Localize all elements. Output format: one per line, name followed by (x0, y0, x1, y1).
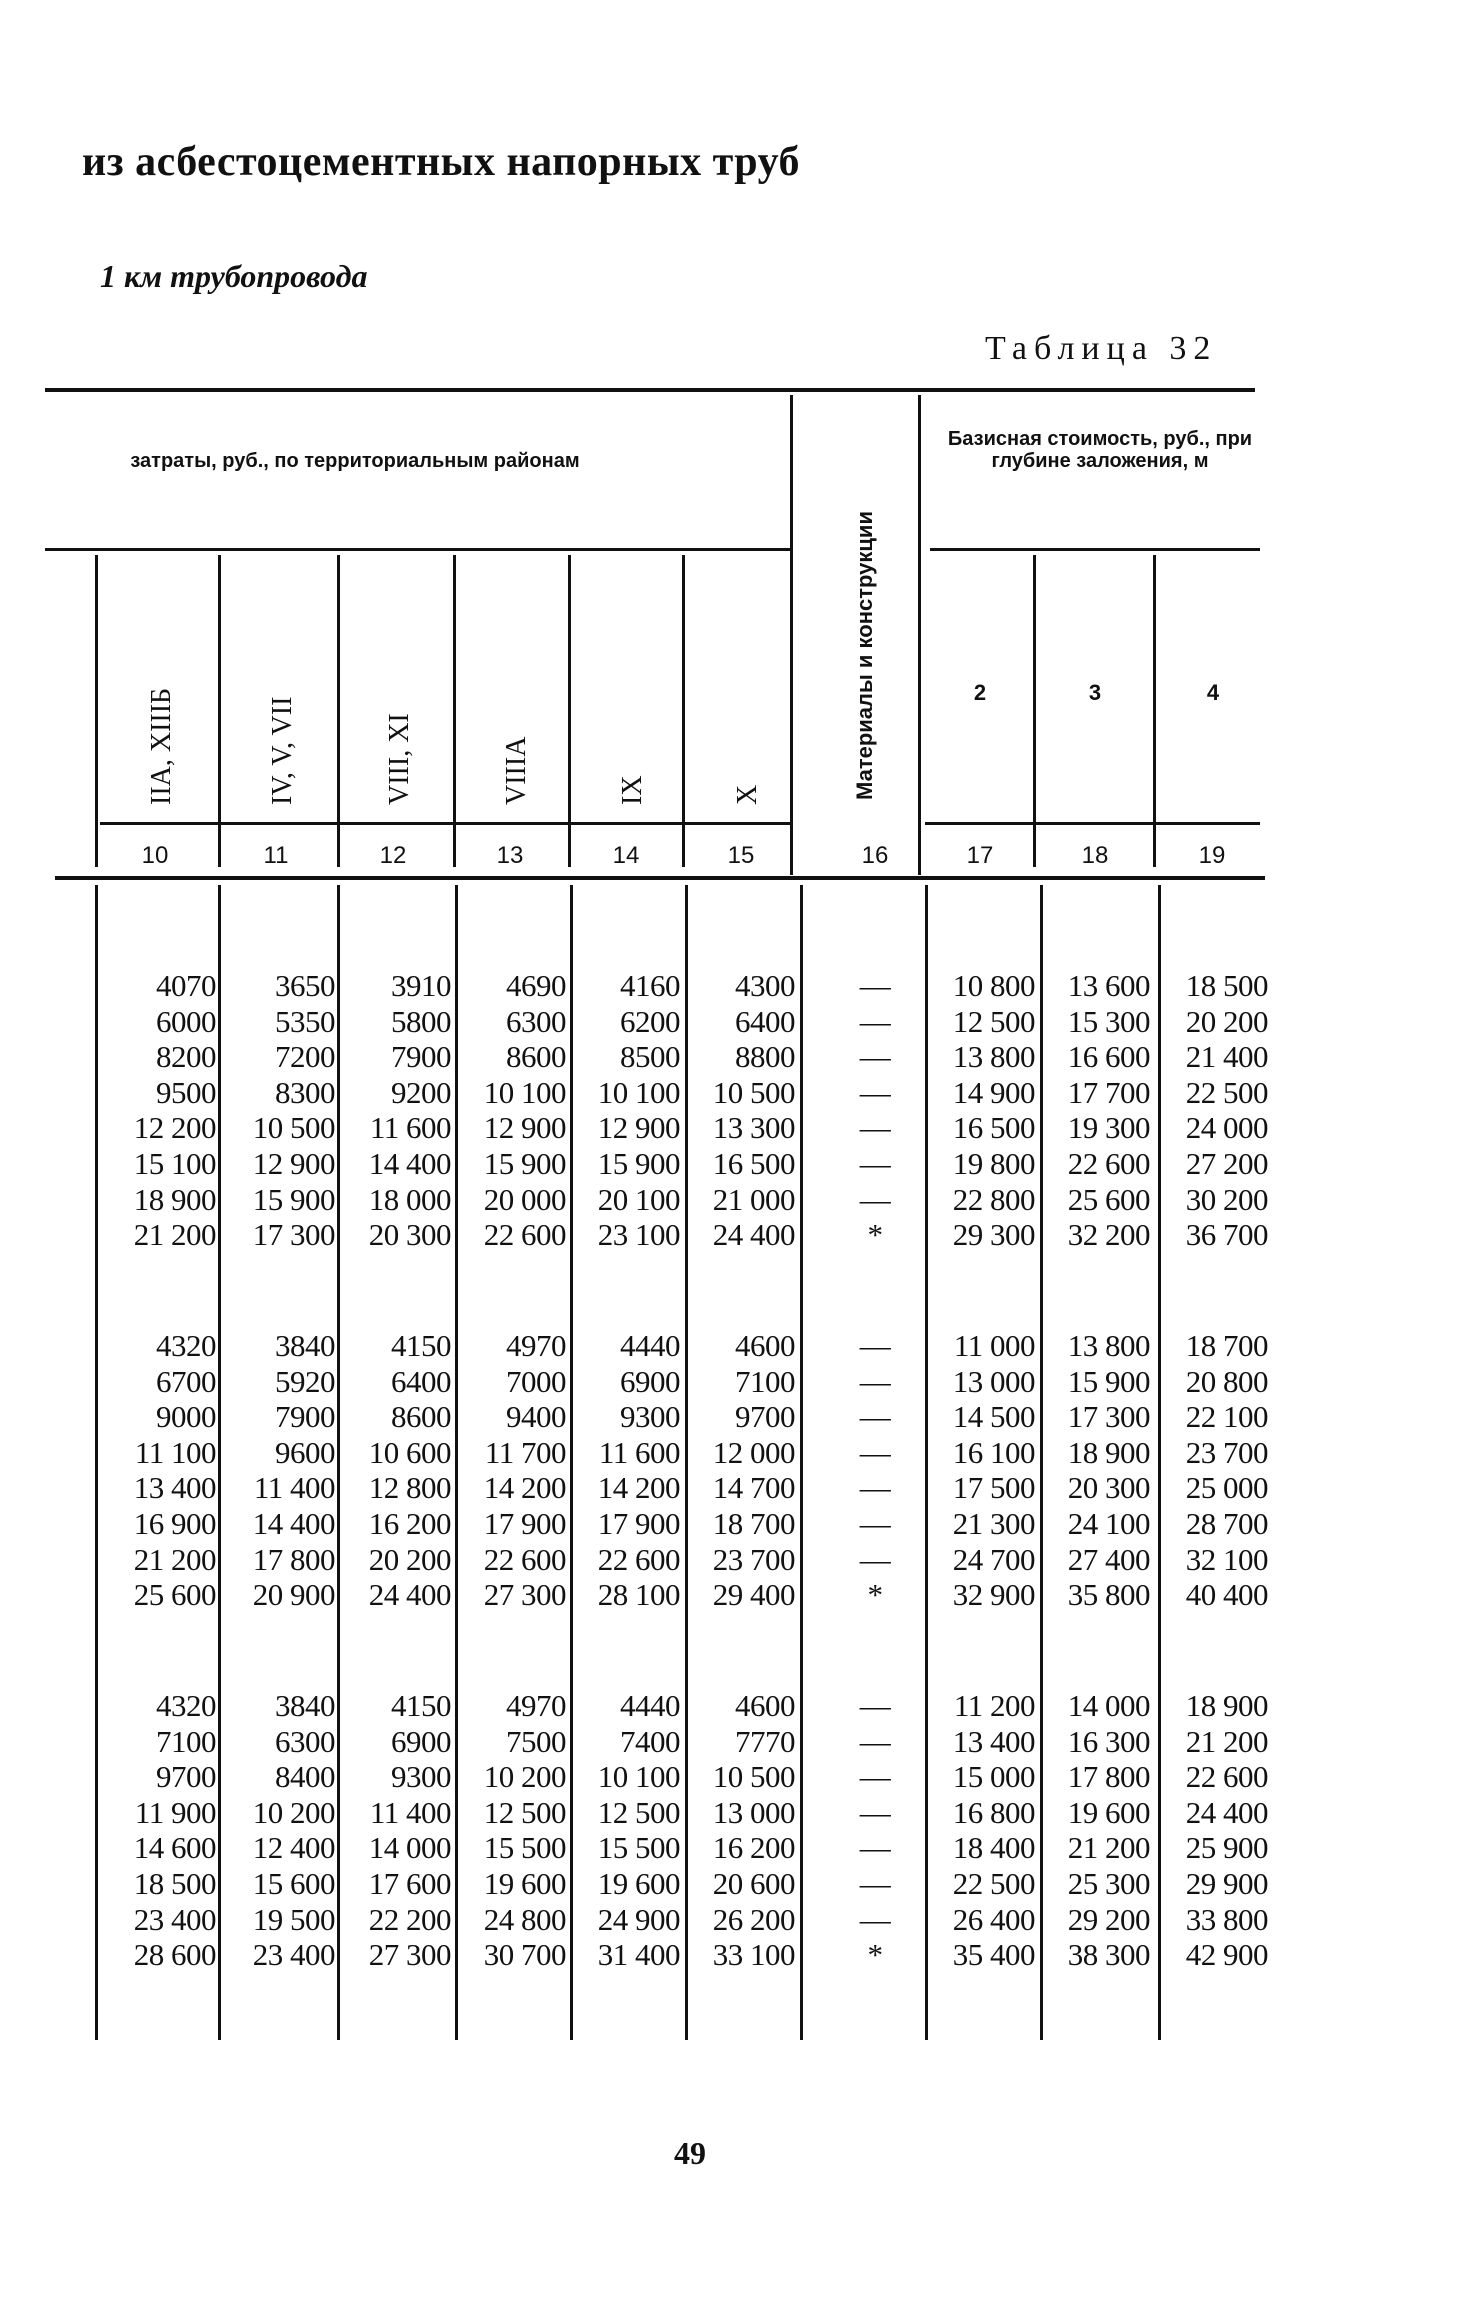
table-cell: 18 400 (952, 1830, 1035, 1866)
table-cell: 13 800 (1067, 1328, 1150, 1363)
table-cell: 25 600 (133, 1577, 216, 1613)
table-cell: 17 300 (252, 1217, 335, 1253)
table-cell: 21 200 (1185, 1723, 1268, 1759)
table-cell: 18 000 (368, 1181, 451, 1217)
region-header: IV, V, VII (267, 696, 298, 805)
table-cell: 13 400 (952, 1723, 1035, 1759)
table-cell: 15 900 (252, 1181, 335, 1217)
table-cell: 10 100 (597, 1759, 680, 1795)
table-cell: 17 700 (1067, 1074, 1150, 1110)
table-cell: 14 900 (952, 1074, 1035, 1110)
table-cell: 4320 (156, 1688, 216, 1723)
group-header-rule-right (930, 548, 1260, 551)
header-divider-4 (568, 555, 571, 867)
table-cell: 16 100 (952, 1434, 1035, 1470)
table-cell: 23 700 (1185, 1434, 1268, 1470)
table-cell: 21 300 (952, 1506, 1035, 1541)
table-cell: 35 400 (952, 1937, 1035, 1973)
table-cell: 15 500 (483, 1830, 566, 1866)
table-cell: 15 600 (252, 1866, 335, 1901)
table-cell: 16 800 (952, 1794, 1035, 1830)
table-cell: 26 200 (712, 1901, 795, 1937)
table-cell: 8400 (275, 1759, 335, 1795)
table-cell: 4160 (620, 968, 680, 1003)
column-number: 18 (1081, 842, 1109, 869)
table-cell: 12 900 (483, 1110, 566, 1146)
table-cell: 15 900 (1067, 1363, 1150, 1399)
column-number: 15 (727, 842, 755, 869)
page-subtitle: 1 км трубопровода (100, 258, 368, 294)
table-cell: 20 200 (368, 1541, 451, 1577)
table-cell: 30 700 (483, 1937, 566, 1973)
table-cell: 4320 (156, 1328, 216, 1363)
table-cell: 32 900 (952, 1577, 1035, 1613)
table-cell: 20 200 (1185, 1003, 1268, 1039)
column-number: 19 (1198, 842, 1226, 869)
table-cell: 15 900 (597, 1146, 680, 1181)
table-cell: 35 800 (1067, 1577, 1150, 1613)
table-cell: 14 000 (1067, 1688, 1150, 1723)
table-cell: 4070 (156, 968, 216, 1003)
table-cell: 12 500 (483, 1794, 566, 1830)
materials-mark: * (867, 1577, 883, 1613)
table-cell: 9400 (506, 1399, 566, 1435)
table-cell: 6000 (156, 1003, 216, 1039)
table-cell: 4150 (391, 1328, 451, 1363)
table-cell: 12 800 (368, 1470, 451, 1506)
table-cell: 33 800 (1185, 1901, 1268, 1937)
table-cell: 13 800 (952, 1039, 1035, 1075)
column-number: 14 (612, 842, 640, 869)
table-cell: 29 900 (1185, 1866, 1268, 1901)
table-cell: 10 200 (483, 1759, 566, 1795)
table-cell: 10 100 (483, 1074, 566, 1110)
table-cell: 8600 (391, 1399, 451, 1435)
table-cell: 9500 (156, 1074, 216, 1110)
materials-mark: — (859, 1434, 891, 1470)
header-divider-depth-1 (1033, 555, 1036, 867)
table-cell: 17 900 (483, 1506, 566, 1541)
table-cell: 12 900 (252, 1146, 335, 1181)
depth-header: 3 (1088, 680, 1102, 705)
table-cell: 14 200 (483, 1470, 566, 1506)
table-cell: 40 400 (1185, 1577, 1268, 1613)
table-cell: 23 400 (133, 1901, 216, 1937)
table-cell: 14 400 (368, 1146, 451, 1181)
materials-mark: * (867, 1217, 883, 1253)
header-divider-depth-2 (1153, 555, 1156, 867)
table-cell: 3650 (275, 968, 335, 1003)
materials-header: Материалы и конструкции (852, 511, 877, 800)
table-cell: 10 600 (368, 1434, 451, 1470)
header-divider-materials-left (790, 395, 793, 875)
table-cell: 16 300 (1067, 1723, 1150, 1759)
table-cell: 12 200 (133, 1110, 216, 1146)
page-title: из асбестоцементных напорных труб (82, 139, 801, 185)
header-bottom-rule (55, 876, 1265, 880)
table-cell: 24 700 (952, 1541, 1035, 1577)
table-cell: 9700 (156, 1759, 216, 1795)
table-cell: 23 400 (252, 1937, 335, 1973)
table-cell: 30 200 (1185, 1181, 1268, 1217)
table-cell: 5920 (275, 1363, 335, 1399)
table-cell: 4600 (735, 1688, 795, 1723)
table-cell: 14 600 (133, 1830, 216, 1866)
table-cell: 11 900 (134, 1794, 216, 1830)
table-cell: 21 000 (712, 1181, 795, 1217)
table-cell: 19 600 (483, 1866, 566, 1901)
table-cell: 22 600 (597, 1541, 680, 1577)
table-cell: 4300 (735, 968, 795, 1003)
base-cost-header: Базисная стоимость, руб., при глубине заложения, м (947, 428, 1253, 472)
table-cell: 11 600 (598, 1434, 680, 1470)
materials-mark: — (859, 1328, 891, 1363)
table-cell: 3910 (391, 968, 451, 1003)
table-cell: 16 200 (368, 1506, 451, 1541)
column-number: 11 (263, 842, 289, 869)
table-cell: 15 900 (483, 1146, 566, 1181)
header-divider-1 (218, 555, 221, 867)
table-cell: 15 300 (1067, 1003, 1150, 1039)
table-cell: 8600 (506, 1039, 566, 1075)
table-cell: 25 000 (1185, 1470, 1268, 1506)
table-cell: 28 600 (133, 1937, 216, 1973)
table-cell: 22 100 (1185, 1399, 1268, 1435)
table-cell: 14 200 (597, 1470, 680, 1506)
table-cell: 4150 (391, 1688, 451, 1723)
table-cell: 16 900 (133, 1506, 216, 1541)
table-cell: 24 100 (1067, 1506, 1150, 1541)
table-cell: 24 900 (597, 1901, 680, 1937)
table-cell: 24 800 (483, 1901, 566, 1937)
depth-header: 2 (973, 680, 987, 705)
materials-mark: — (859, 1146, 891, 1181)
table-cell: 28 100 (597, 1577, 680, 1613)
table-cell: 15 100 (133, 1146, 216, 1181)
column-number: 16 (861, 842, 889, 869)
column-number: 10 (141, 842, 169, 869)
table-cell: 7000 (506, 1363, 566, 1399)
table-cell: 9300 (391, 1759, 451, 1795)
table-cell: 9600 (275, 1434, 335, 1470)
table-cell: 7100 (156, 1723, 216, 1759)
table-cell: 4970 (506, 1688, 566, 1723)
body-divider-6 (800, 885, 803, 2040)
table-cell: 22 600 (483, 1217, 566, 1253)
table-cell: 16 500 (952, 1110, 1035, 1146)
table-cell: 27 200 (1185, 1146, 1268, 1181)
table-cell: 22 500 (952, 1866, 1035, 1901)
materials-mark: — (859, 1901, 891, 1937)
column-number: 17 (966, 842, 994, 869)
region-header: IX (617, 775, 648, 805)
table-cell: 21 200 (1067, 1830, 1150, 1866)
table-cell: 8200 (156, 1039, 216, 1075)
group-header-rule-left (45, 548, 790, 551)
materials-mark: — (859, 1723, 891, 1759)
table-cell: 7500 (506, 1723, 566, 1759)
table-cell: 11 100 (134, 1434, 216, 1470)
table-cell: 24 400 (1185, 1794, 1268, 1830)
table-cell: 42 900 (1185, 1937, 1268, 1973)
page-number: 49 (674, 2135, 706, 2171)
table-cell: 27 300 (368, 1937, 451, 1973)
table-cell: 8500 (620, 1039, 680, 1075)
materials-mark: — (859, 1003, 891, 1039)
region-header: VIII, XI (384, 713, 415, 805)
table-cell: 21 200 (133, 1217, 216, 1253)
table-cell: 20 800 (1185, 1363, 1268, 1399)
header-divider-0 (95, 555, 98, 867)
table-cell: 20 900 (252, 1577, 335, 1613)
table-cell: 9000 (156, 1399, 216, 1435)
materials-mark: — (859, 1506, 891, 1541)
table-cell: 19 300 (1067, 1110, 1150, 1146)
table-cell: 3840 (275, 1688, 335, 1723)
materials-mark: — (859, 1110, 891, 1146)
table-cell: 10 800 (952, 968, 1035, 1003)
materials-mark: — (859, 1830, 891, 1866)
table-cell: 16 600 (1067, 1039, 1150, 1075)
table-cell: 29 300 (952, 1217, 1035, 1253)
table-cell: 3840 (275, 1328, 335, 1363)
table-cell: 23 100 (597, 1217, 680, 1253)
table-cell: 13 300 (712, 1110, 795, 1146)
table-cell: 14 000 (368, 1830, 451, 1866)
header-divider-5 (682, 555, 685, 867)
table-cell: 18 500 (133, 1866, 216, 1901)
table-cell: 6700 (156, 1363, 216, 1399)
table-cell: 22 500 (1185, 1074, 1268, 1110)
table-cell: 20 300 (368, 1217, 451, 1253)
header-divider-2 (337, 555, 340, 867)
table-cell: 11 200 (953, 1688, 1035, 1723)
table-cell: 13 000 (712, 1794, 795, 1830)
table-cell: 23 700 (712, 1541, 795, 1577)
region-header: X (732, 784, 763, 805)
table-cell: 4600 (735, 1328, 795, 1363)
table-cell: 6300 (275, 1723, 335, 1759)
table-cell: 10 200 (252, 1794, 335, 1830)
table-cell: 20 100 (597, 1181, 680, 1217)
table-cell: 18 700 (1185, 1328, 1268, 1363)
table-cell: 8800 (735, 1039, 795, 1075)
header-divider-3 (453, 555, 456, 867)
table-cell: 22 600 (1067, 1146, 1150, 1181)
materials-mark: — (859, 1039, 891, 1075)
table-cell: 27 300 (483, 1577, 566, 1613)
table-cell: 29 200 (1067, 1901, 1150, 1937)
column-number: 13 (496, 842, 524, 869)
table-cell: 11 400 (369, 1794, 451, 1830)
table-cell: 5350 (275, 1003, 335, 1039)
materials-mark: — (859, 1794, 891, 1830)
table-cell: 7900 (275, 1399, 335, 1435)
table-cell: 18 900 (1067, 1434, 1150, 1470)
region-header: VIIIA (501, 736, 532, 805)
table-cell: 5800 (391, 1003, 451, 1039)
table-cell: 4690 (506, 968, 566, 1003)
table-cell: 19 600 (1067, 1794, 1150, 1830)
table-cell: 9300 (620, 1399, 680, 1435)
table-cell: 25 300 (1067, 1866, 1150, 1901)
table-cell: 18 700 (712, 1506, 795, 1541)
materials-mark: — (859, 1363, 891, 1399)
table-cell: 10 500 (252, 1110, 335, 1146)
table-label: Таблица 32 (985, 330, 1218, 367)
colnum-rule-top-left (100, 822, 790, 825)
table-cell: 14 500 (952, 1399, 1035, 1435)
table-cell: 18 900 (1185, 1688, 1268, 1723)
table-cell: 19 600 (597, 1866, 680, 1901)
table-cell: 13 600 (1067, 968, 1150, 1003)
table-cell: 38 300 (1067, 1937, 1150, 1973)
region-header: IIA, XIIIБ (146, 687, 177, 805)
table-cell: 19 800 (952, 1146, 1035, 1181)
table-cell: 28 700 (1185, 1506, 1268, 1541)
table-cell: 6300 (506, 1003, 566, 1039)
table-top-rule (45, 388, 1255, 392)
table-cell: 16 500 (712, 1146, 795, 1181)
materials-mark: — (859, 1866, 891, 1901)
table-cell: 9700 (735, 1399, 795, 1435)
table-cell: 12 400 (252, 1830, 335, 1866)
table-cell: 24 400 (712, 1217, 795, 1253)
table-cell: 10 100 (597, 1074, 680, 1110)
table-cell: 21 200 (133, 1541, 216, 1577)
table-cell: 33 100 (712, 1937, 795, 1973)
materials-mark: — (859, 1399, 891, 1435)
materials-mark: — (859, 968, 891, 1003)
materials-mark: — (859, 1074, 891, 1110)
table-cell: 6400 (391, 1363, 451, 1399)
table-cell: 25 600 (1067, 1181, 1150, 1217)
table-cell: 17 900 (597, 1506, 680, 1541)
column-number: 12 (379, 842, 407, 869)
table-cell: 11 700 (484, 1434, 566, 1470)
table-cell: 22 200 (368, 1901, 451, 1937)
table-cell: 14 400 (252, 1506, 335, 1541)
table-cell: 10 500 (712, 1074, 795, 1110)
table-cell: 6900 (391, 1723, 451, 1759)
table-cell: 14 700 (712, 1470, 795, 1506)
table-cell: 26 400 (952, 1901, 1035, 1937)
table-cell: 17 600 (368, 1866, 451, 1901)
table-cell: 32 200 (1067, 1217, 1150, 1253)
table-cell: 20 000 (483, 1181, 566, 1217)
table-cell: 20 600 (712, 1866, 795, 1901)
table-cell: 36 700 (1185, 1217, 1268, 1253)
table-cell: 11 000 (953, 1328, 1035, 1363)
group-costs-header: затраты, руб., по территориальным районам (130, 450, 580, 472)
header-divider-materials-right (918, 395, 921, 875)
table-cell: 6400 (735, 1003, 795, 1039)
table-cell: 10 500 (712, 1759, 795, 1795)
table-cell: 24 000 (1185, 1110, 1268, 1146)
table-cell: 12 000 (712, 1434, 795, 1470)
table-cell: 15 000 (952, 1759, 1035, 1795)
table-cell: 8300 (275, 1074, 335, 1110)
table-cell: 4970 (506, 1328, 566, 1363)
table-cell: 7400 (620, 1723, 680, 1759)
table-cell: 17 300 (1067, 1399, 1150, 1435)
table-cell: 20 300 (1067, 1470, 1150, 1506)
table-cell: 7770 (735, 1723, 795, 1759)
table-cell: 19 500 (252, 1901, 335, 1937)
colnum-rule-top-right (925, 822, 1260, 825)
table-cell: 7100 (735, 1363, 795, 1399)
table-cell: 32 100 (1185, 1541, 1268, 1577)
table-cell: 12 500 (952, 1003, 1035, 1039)
materials-mark: — (859, 1688, 891, 1723)
table-cell: 7200 (275, 1039, 335, 1075)
table-cell: 31 400 (597, 1937, 680, 1973)
table-cell: 22 600 (1185, 1759, 1268, 1795)
table-cell: 18 500 (1185, 968, 1268, 1003)
table-cell: 13 000 (952, 1363, 1035, 1399)
table-cell: 4440 (620, 1688, 680, 1723)
table-cell: 6900 (620, 1363, 680, 1399)
table-cell: 21 400 (1185, 1039, 1268, 1075)
table-cell: 22 800 (952, 1181, 1035, 1217)
table-cell: 17 500 (952, 1470, 1035, 1506)
materials-mark: * (867, 1937, 883, 1973)
table-cell: 11 600 (369, 1110, 451, 1146)
table-cell: 9200 (391, 1074, 451, 1110)
table-cell: 27 400 (1067, 1541, 1150, 1577)
materials-mark: — (859, 1541, 891, 1577)
table-cell: 7900 (391, 1039, 451, 1075)
table-cell: 24 400 (368, 1577, 451, 1613)
table-cell: 15 500 (597, 1830, 680, 1866)
depth-header: 4 (1206, 680, 1220, 705)
table-cell: 12 500 (597, 1794, 680, 1830)
table-cell: 25 900 (1185, 1830, 1268, 1866)
materials-mark: — (859, 1759, 891, 1795)
materials-mark: — (859, 1181, 891, 1217)
materials-mark: — (859, 1470, 891, 1506)
table-cell: 16 200 (712, 1830, 795, 1866)
table-cell: 17 800 (252, 1541, 335, 1577)
table-cell: 12 900 (597, 1110, 680, 1146)
table-cell: 29 400 (712, 1577, 795, 1613)
table-cell: 22 600 (483, 1541, 566, 1577)
table-cell: 17 800 (1067, 1759, 1150, 1795)
table-cell: 18 900 (133, 1181, 216, 1217)
table-cell: 6200 (620, 1003, 680, 1039)
table-cell: 13 400 (133, 1470, 216, 1506)
table-cell: 11 400 (253, 1470, 335, 1506)
table-cell: 4440 (620, 1328, 680, 1363)
